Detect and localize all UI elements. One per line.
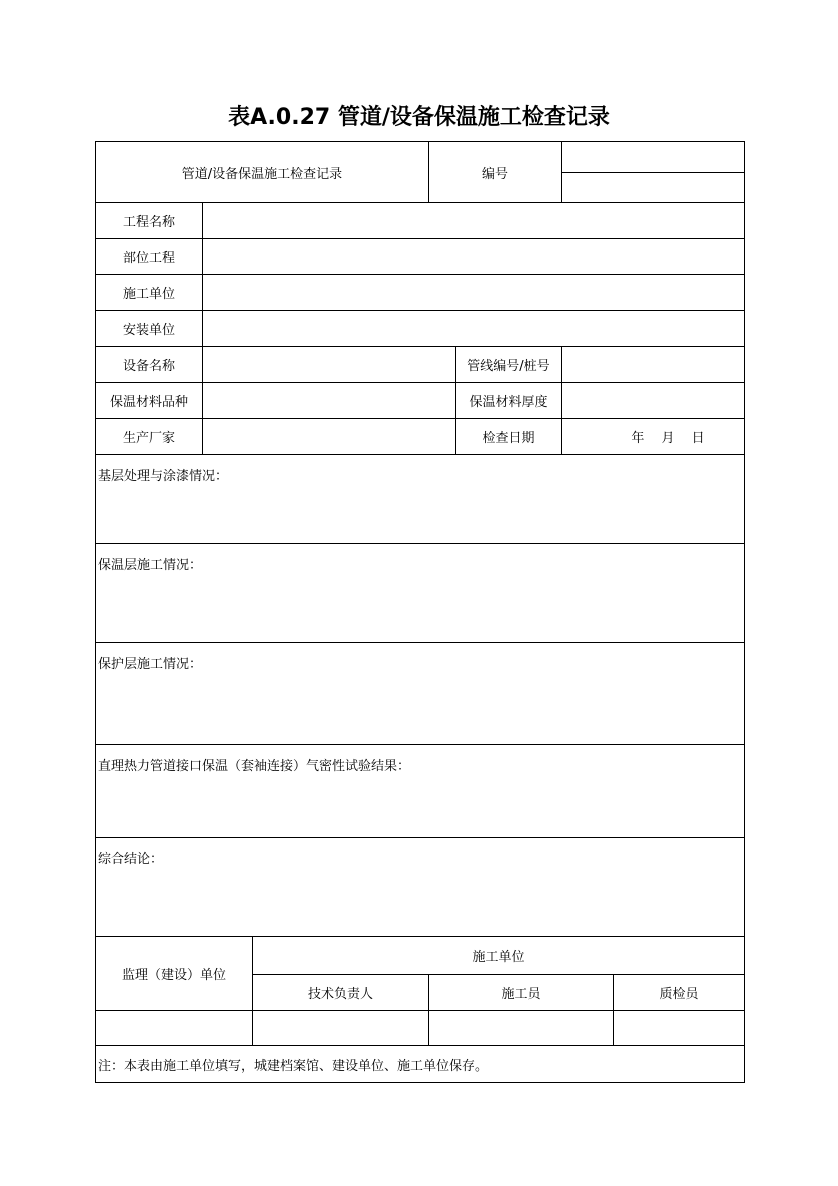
sub-project-field[interactable] <box>202 238 745 275</box>
number-field-1[interactable] <box>561 141 745 173</box>
construction-unit-field[interactable] <box>202 274 745 311</box>
construction-unit-label: 施工单位 <box>95 274 203 311</box>
install-unit-field[interactable] <box>202 310 745 347</box>
sub-project-label: 部位工程 <box>95 238 203 275</box>
tech-lead-signature[interactable] <box>252 1010 429 1046</box>
supervision-signature[interactable] <box>95 1010 253 1046</box>
constructor-label: 施工员 <box>428 974 614 1011</box>
conclusion-section[interactable]: 综合结论： <box>95 837 745 937</box>
equipment-name-field[interactable] <box>202 346 456 383</box>
insulation-layer-section[interactable]: 保温层施工情况： <box>95 543 745 643</box>
material-thickness-field[interactable] <box>561 382 745 419</box>
supervision-label: 监理（建设）单位 <box>95 936 253 1011</box>
form-name-cell: 管道/设备保温施工检查记录 <box>95 141 429 203</box>
inspection-date-field[interactable]: 年 月 日 <box>561 418 745 455</box>
material-type-label: 保温材料品种 <box>95 382 203 419</box>
install-unit-label: 安装单位 <box>95 310 203 347</box>
manufacturer-label: 生产厂家 <box>95 418 203 455</box>
page-title: 表A.0.27 管道/设备保温施工检查记录 <box>228 105 610 130</box>
pipeline-number-field[interactable] <box>561 346 745 383</box>
inspector-label: 质检员 <box>613 974 745 1011</box>
protective-layer-section[interactable]: 保护层施工情况： <box>95 642 745 745</box>
tech-lead-label: 技术负责人 <box>252 974 429 1011</box>
inspection-date-label: 检查日期 <box>455 418 562 455</box>
footer-note: 注：本表由施工单位填写，城建档案馆、建设单位、施工单位保存。 <box>95 1045 745 1083</box>
inspector-signature[interactable] <box>613 1010 745 1046</box>
manufacturer-field[interactable] <box>202 418 456 455</box>
equipment-name-label: 设备名称 <box>95 346 203 383</box>
material-thickness-label: 保温材料厚度 <box>455 382 562 419</box>
pipeline-number-label: 管线编号/桩号 <box>455 346 562 383</box>
number-label: 编号 <box>428 141 562 203</box>
project-name-label: 工程名称 <box>95 202 203 239</box>
project-name-field[interactable] <box>202 202 745 239</box>
construction-unit-sign-label: 施工单位 <box>252 936 745 975</box>
base-treatment-section[interactable]: 基层处理与涂漆情况： <box>95 454 745 544</box>
constructor-signature[interactable] <box>428 1010 614 1046</box>
number-field-2[interactable] <box>561 172 745 203</box>
joint-test-section[interactable]: 直理热力管道接口保温（套袖连接）气密性试验结果： <box>95 744 745 838</box>
material-type-field[interactable] <box>202 382 456 419</box>
